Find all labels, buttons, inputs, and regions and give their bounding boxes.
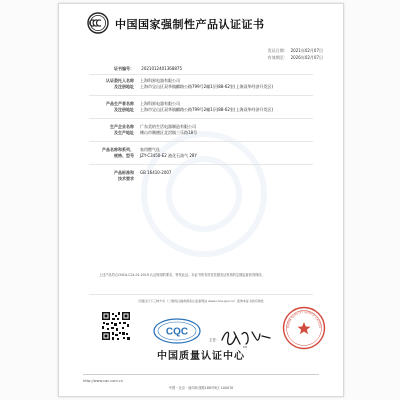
organization-address: 中国 · 北京 · 南四环西路188号9区 100070 bbox=[168, 386, 234, 390]
certificate-footer bbox=[59, 372, 343, 396]
compliance-statement: 上述产品符合CNCA-C24-01:2019 认证规则的要求，特发此证。本证书的有效性依据发证机构的定期监督获得保持。 bbox=[99, 273, 265, 277]
divider bbox=[89, 141, 313, 142]
watermark-pattern bbox=[119, 124, 289, 264]
divider bbox=[89, 118, 313, 119]
manufacturer-name-label: 产品生产者名称 bbox=[106, 101, 134, 106]
product-name: 家用燃气灶 bbox=[140, 147, 160, 152]
certificate-number-label: 证书编号： bbox=[114, 66, 134, 71]
factory-name: 广东美的生活电器制造有限公司 bbox=[140, 124, 196, 129]
issue-date: 2021年02月07日 bbox=[290, 48, 323, 53]
divider bbox=[89, 95, 313, 96]
divider bbox=[89, 164, 313, 165]
divider bbox=[89, 294, 313, 295]
manufacturer-address: 上海市宝山区双华镇麒路公路799号2幢1层(88-62室(上海双华经济开发区) bbox=[140, 107, 274, 113]
standard-label-2: 技术要求 bbox=[118, 176, 134, 182]
applicant-address-label: 及注册地址 bbox=[114, 84, 134, 90]
divider bbox=[89, 74, 313, 75]
product-section bbox=[100, 147, 197, 159]
product-name-label: 产品名称和系列、 bbox=[102, 147, 134, 152]
certificate-number-value: 2021012401368875 bbox=[141, 66, 182, 71]
footer-divider bbox=[83, 374, 319, 375]
qr-code-icon bbox=[101, 311, 131, 341]
applicant-section bbox=[100, 78, 273, 90]
standard-label: 产品标准和 bbox=[114, 170, 134, 175]
certificate-title: 中国国家强制性产品认证证书 bbox=[115, 18, 265, 31]
website-url: http://www.cqc.com.cn bbox=[83, 379, 124, 383]
standard-value: GB 16410-2007 bbox=[140, 170, 172, 175]
certificate-number bbox=[100, 66, 182, 72]
verification-instructions: 可通过以下三种方式（二维码扫描或国家认监委网站 www.cnca.gov.cn）查询本证书的有效性 bbox=[138, 299, 264, 303]
applicant-name: 上海科界电器有限公司 bbox=[140, 78, 180, 83]
certificate-dates bbox=[250, 47, 323, 61]
applicant-name-label: 认证委托人名称 bbox=[106, 78, 134, 83]
director-name: 陈相 bbox=[242, 347, 248, 349]
ccc-logo-icon bbox=[87, 12, 109, 34]
factory-address: 佛山市顺德区北滘镇三乐路18号 bbox=[140, 130, 198, 136]
svg-text:CHINA QUALITY CERTIFICATION CE bbox=[282, 306, 322, 328]
certificate-document bbox=[58, 3, 344, 397]
product-model: JZY-C3450-E2 液化石油气 28Y bbox=[140, 153, 197, 159]
cqc-logo-icon bbox=[153, 318, 201, 344]
cqc-mark: CQC bbox=[165, 326, 189, 338]
manufacturer-address-label: 及注册地址 bbox=[114, 107, 134, 113]
issuing-organization: 中国质量认证中心 bbox=[157, 351, 245, 362]
manufacturer-section bbox=[100, 101, 273, 113]
standard-section bbox=[100, 170, 171, 182]
issue-date-label: 发证日期： bbox=[267, 48, 288, 53]
manufacturer-name: 上海科界电器有限公司 bbox=[140, 101, 180, 106]
director-label: 主任： bbox=[209, 338, 220, 342]
seal-text: CHINA QUALITY CERTIFICATION bbox=[285, 309, 323, 329]
expiry-date-label: 有效期至： bbox=[267, 55, 288, 60]
expiry-date: 2026年02月07日 bbox=[290, 55, 323, 60]
factory-section bbox=[100, 124, 197, 136]
applicant-address: 上海市宝山区双华镇麒路公路799号2幢1层(88-62室(上海双华经济开发区) bbox=[140, 84, 274, 90]
official-seal-icon bbox=[282, 306, 326, 350]
factory-name-label: 生产企业名称 bbox=[110, 124, 134, 129]
product-model-label: 规格、型号 bbox=[114, 153, 134, 159]
factory-address-label: 及生产地址 bbox=[114, 130, 134, 136]
